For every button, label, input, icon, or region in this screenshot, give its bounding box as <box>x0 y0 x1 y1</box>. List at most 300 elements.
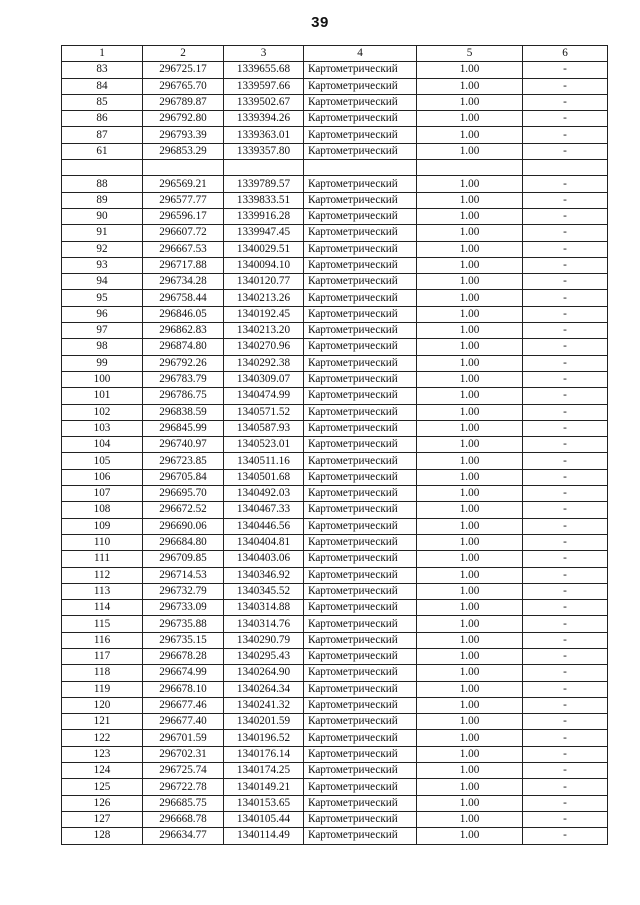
y-coordinate-cell: 1340446.56 <box>224 518 304 534</box>
note-cell: - <box>523 94 608 110</box>
y-coordinate-cell: 1340571.52 <box>224 404 304 420</box>
accuracy-cell: 1.00 <box>417 143 523 159</box>
point-number-cell: 86 <box>62 111 143 127</box>
table-row <box>62 600 608 616</box>
point-number-cell: 98 <box>62 339 143 355</box>
accuracy-cell: 1.00 <box>417 111 523 127</box>
point-number-cell: 101 <box>62 388 143 404</box>
method-cell: Картометрический <box>304 241 417 257</box>
note-cell: - <box>523 665 608 681</box>
accuracy-cell: 1.00 <box>417 551 523 567</box>
accuracy-cell: 1.00 <box>417 420 523 436</box>
table-row <box>62 486 608 502</box>
y-coordinate-cell: 1340314.88 <box>224 600 304 616</box>
table-row <box>62 241 608 257</box>
y-coordinate-cell: 1340094.10 <box>224 257 304 273</box>
method-cell: Картометрический <box>304 811 417 827</box>
x-coordinate-cell: 296668.78 <box>143 811 224 827</box>
accuracy-cell: 1.00 <box>417 323 523 339</box>
point-number-cell: 61 <box>62 143 143 159</box>
y-coordinate-cell: 1339394.26 <box>224 111 304 127</box>
note-cell: - <box>523 763 608 779</box>
x-coordinate-cell: 296735.15 <box>143 632 224 648</box>
y-coordinate-cell: 1340192.45 <box>224 306 304 322</box>
method-cell: Картометрический <box>304 290 417 306</box>
x-coordinate-cell: 296733.09 <box>143 600 224 616</box>
method-cell: Картометрический <box>304 828 417 844</box>
point-number-cell: 106 <box>62 469 143 485</box>
method-cell: Картометрический <box>304 388 417 404</box>
note-cell: - <box>523 811 608 827</box>
x-coordinate-cell: 296577.77 <box>143 192 224 208</box>
method-cell: Картометрический <box>304 306 417 322</box>
method-cell: Картометрический <box>304 323 417 339</box>
accuracy-cell: 1.00 <box>417 78 523 94</box>
point-number-cell: 119 <box>62 681 143 697</box>
table-row <box>62 290 608 306</box>
note-cell: - <box>523 583 608 599</box>
table-row <box>62 502 608 518</box>
x-coordinate-cell: 296667.53 <box>143 241 224 257</box>
x-coordinate-cell: 296678.28 <box>143 648 224 664</box>
accuracy-cell: 1.00 <box>417 583 523 599</box>
note-cell: - <box>523 518 608 534</box>
point-number-cell: 85 <box>62 94 143 110</box>
point-number-cell: 120 <box>62 697 143 713</box>
accuracy-cell: 1.00 <box>417 453 523 469</box>
method-cell: Картометрический <box>304 176 417 192</box>
x-coordinate-cell: 296722.78 <box>143 779 224 795</box>
accuracy-cell: 1.00 <box>417 94 523 110</box>
x-coordinate-cell: 296690.06 <box>143 518 224 534</box>
note-cell: - <box>523 681 608 697</box>
method-cell: Картометрический <box>304 257 417 273</box>
note-cell: - <box>523 339 608 355</box>
method-cell: Картометрический <box>304 274 417 290</box>
y-coordinate-cell: 1339916.28 <box>224 208 304 224</box>
note-cell: - <box>523 437 608 453</box>
method-cell: Картометрический <box>304 714 417 730</box>
accuracy-cell <box>417 160 523 176</box>
table-row <box>62 730 608 746</box>
accuracy-cell: 1.00 <box>417 371 523 387</box>
accuracy-cell: 1.00 <box>417 518 523 534</box>
x-coordinate-cell: 296735.88 <box>143 616 224 632</box>
note-cell: - <box>523 746 608 762</box>
point-number-cell: 113 <box>62 583 143 599</box>
accuracy-cell: 1.00 <box>417 176 523 192</box>
point-number-cell: 91 <box>62 225 143 241</box>
x-coordinate-cell: 296569.21 <box>143 176 224 192</box>
note-cell <box>523 160 608 176</box>
y-coordinate-cell: 1340404.81 <box>224 534 304 550</box>
x-coordinate-cell: 296695.70 <box>143 486 224 502</box>
y-coordinate-cell: 1340029.51 <box>224 241 304 257</box>
point-number-cell: 117 <box>62 648 143 664</box>
method-cell: Картометрический <box>304 225 417 241</box>
page-number: 39 <box>311 14 329 31</box>
table-row <box>62 453 608 469</box>
y-coordinate-cell: 1340314.76 <box>224 616 304 632</box>
point-number-cell: 100 <box>62 371 143 387</box>
table-row <box>62 339 608 355</box>
accuracy-cell: 1.00 <box>417 388 523 404</box>
table-row <box>62 714 608 730</box>
column-header: 5 <box>417 46 523 62</box>
method-cell: Картометрический <box>304 502 417 518</box>
point-number-cell: 112 <box>62 567 143 583</box>
y-coordinate-cell: 1339789.57 <box>224 176 304 192</box>
point-number-cell: 92 <box>62 241 143 257</box>
y-coordinate-cell: 1339502.67 <box>224 94 304 110</box>
method-cell: Картометрический <box>304 404 417 420</box>
accuracy-cell: 1.00 <box>417 567 523 583</box>
note-cell: - <box>523 306 608 322</box>
x-coordinate-cell: 296714.53 <box>143 567 224 583</box>
x-coordinate-cell: 296853.29 <box>143 143 224 159</box>
point-number-cell: 99 <box>62 355 143 371</box>
y-coordinate-cell: 1340264.90 <box>224 665 304 681</box>
accuracy-cell: 1.00 <box>417 600 523 616</box>
table-row <box>62 534 608 550</box>
accuracy-cell: 1.00 <box>417 811 523 827</box>
x-coordinate-cell: 296845.99 <box>143 420 224 436</box>
y-coordinate-cell: 1340213.26 <box>224 290 304 306</box>
note-cell: - <box>523 828 608 844</box>
point-number-cell: 93 <box>62 257 143 273</box>
table-body <box>62 62 608 844</box>
method-cell: Картометрический <box>304 616 417 632</box>
table-row <box>62 257 608 273</box>
table-row <box>62 225 608 241</box>
accuracy-cell: 1.00 <box>417 763 523 779</box>
table-row <box>62 469 608 485</box>
method-cell: Картометрический <box>304 551 417 567</box>
column-header: 2 <box>143 46 224 62</box>
column-header: 3 <box>224 46 304 62</box>
note-cell: - <box>523 795 608 811</box>
y-coordinate-cell: 1340587.93 <box>224 420 304 436</box>
x-coordinate-cell: 296874.80 <box>143 339 224 355</box>
y-coordinate-cell: 1340345.52 <box>224 583 304 599</box>
table-row <box>62 371 608 387</box>
note-cell: - <box>523 143 608 159</box>
point-number-cell: 97 <box>62 323 143 339</box>
x-coordinate-cell: 296607.72 <box>143 225 224 241</box>
x-coordinate-cell: 296723.85 <box>143 453 224 469</box>
point-number-cell: 115 <box>62 616 143 632</box>
y-coordinate-cell: 1340105.44 <box>224 811 304 827</box>
x-coordinate-cell: 296709.85 <box>143 551 224 567</box>
table-row <box>62 763 608 779</box>
method-cell: Картометрический <box>304 437 417 453</box>
method-cell: Картометрический <box>304 665 417 681</box>
table-row <box>62 779 608 795</box>
y-coordinate-cell: 1340213.20 <box>224 323 304 339</box>
table-row <box>62 567 608 583</box>
method-cell: Картометрический <box>304 681 417 697</box>
note-cell: - <box>523 62 608 78</box>
note-cell: - <box>523 779 608 795</box>
x-coordinate-cell: 296684.80 <box>143 534 224 550</box>
point-number-cell: 125 <box>62 779 143 795</box>
x-coordinate-cell: 296678.10 <box>143 681 224 697</box>
table-row <box>62 78 608 94</box>
y-coordinate-cell: 1340153.65 <box>224 795 304 811</box>
note-cell: - <box>523 388 608 404</box>
table-row <box>62 192 608 208</box>
y-coordinate-cell: 1340295.43 <box>224 648 304 664</box>
point-number-cell: 108 <box>62 502 143 518</box>
note-cell: - <box>523 127 608 143</box>
coordinates-table <box>61 45 608 845</box>
point-number-cell: 83 <box>62 62 143 78</box>
method-cell: Картометрический <box>304 355 417 371</box>
table-row <box>62 160 608 176</box>
table-row <box>62 551 608 567</box>
accuracy-cell: 1.00 <box>417 274 523 290</box>
y-coordinate-cell: 1340309.07 <box>224 371 304 387</box>
y-coordinate-cell: 1340120.77 <box>224 274 304 290</box>
accuracy-cell: 1.00 <box>417 665 523 681</box>
method-cell <box>304 160 417 176</box>
point-number-cell: 116 <box>62 632 143 648</box>
note-cell: - <box>523 600 608 616</box>
note-cell: - <box>523 192 608 208</box>
column-header: 4 <box>304 46 417 62</box>
column-header: 1 <box>62 46 143 62</box>
x-coordinate-cell: 296758.44 <box>143 290 224 306</box>
table-row <box>62 746 608 762</box>
x-coordinate-cell: 296717.88 <box>143 257 224 273</box>
note-cell: - <box>523 78 608 94</box>
accuracy-cell: 1.00 <box>417 779 523 795</box>
y-coordinate-cell: 1340492.03 <box>224 486 304 502</box>
point-number-cell: 90 <box>62 208 143 224</box>
method-cell: Картометрический <box>304 746 417 762</box>
y-coordinate-cell: 1339597.66 <box>224 78 304 94</box>
accuracy-cell: 1.00 <box>417 697 523 713</box>
table-header-row <box>62 46 608 62</box>
note-cell: - <box>523 257 608 273</box>
table-row <box>62 437 608 453</box>
accuracy-cell: 1.00 <box>417 62 523 78</box>
x-coordinate-cell: 296672.52 <box>143 502 224 518</box>
accuracy-cell: 1.00 <box>417 616 523 632</box>
point-number-cell: 127 <box>62 811 143 827</box>
point-number-cell <box>62 160 143 176</box>
method-cell: Картометрический <box>304 371 417 387</box>
accuracy-cell: 1.00 <box>417 208 523 224</box>
table-row <box>62 208 608 224</box>
method-cell: Картометрический <box>304 600 417 616</box>
y-coordinate-cell: 1340149.21 <box>224 779 304 795</box>
x-coordinate-cell: 296789.87 <box>143 94 224 110</box>
accuracy-cell: 1.00 <box>417 730 523 746</box>
point-number-cell: 121 <box>62 714 143 730</box>
point-number-cell: 88 <box>62 176 143 192</box>
table-row <box>62 420 608 436</box>
y-coordinate-cell: 1340241.32 <box>224 697 304 713</box>
point-number-cell: 114 <box>62 600 143 616</box>
x-coordinate-cell: 296846.05 <box>143 306 224 322</box>
accuracy-cell: 1.00 <box>417 534 523 550</box>
method-cell: Картометрический <box>304 62 417 78</box>
table-row <box>62 94 608 110</box>
x-coordinate-cell: 296838.59 <box>143 404 224 420</box>
y-coordinate-cell: 1340467.33 <box>224 502 304 518</box>
x-coordinate-cell: 296740.97 <box>143 437 224 453</box>
x-coordinate-cell: 296786.75 <box>143 388 224 404</box>
method-cell: Картометрический <box>304 763 417 779</box>
point-number-cell: 109 <box>62 518 143 534</box>
accuracy-cell: 1.00 <box>417 469 523 485</box>
accuracy-cell: 1.00 <box>417 486 523 502</box>
point-number-cell: 111 <box>62 551 143 567</box>
note-cell: - <box>523 355 608 371</box>
table-row <box>62 306 608 322</box>
point-number-cell: 95 <box>62 290 143 306</box>
x-coordinate-cell: 296734.28 <box>143 274 224 290</box>
x-coordinate-cell: 296725.74 <box>143 763 224 779</box>
table-row <box>62 274 608 290</box>
point-number-cell: 122 <box>62 730 143 746</box>
note-cell: - <box>523 208 608 224</box>
table-row <box>62 632 608 648</box>
y-coordinate-cell: 1340176.14 <box>224 746 304 762</box>
y-coordinate-cell: 1339947.45 <box>224 225 304 241</box>
y-coordinate-cell: 1340511.16 <box>224 453 304 469</box>
method-cell: Картометрический <box>304 534 417 550</box>
note-cell: - <box>523 404 608 420</box>
note-cell: - <box>523 176 608 192</box>
table-row <box>62 681 608 697</box>
y-coordinate-cell: 1340292.38 <box>224 355 304 371</box>
y-coordinate-cell: 1339833.51 <box>224 192 304 208</box>
note-cell: - <box>523 730 608 746</box>
accuracy-cell: 1.00 <box>417 306 523 322</box>
table-row <box>62 127 608 143</box>
point-number-cell: 104 <box>62 437 143 453</box>
x-coordinate-cell: 296732.79 <box>143 583 224 599</box>
accuracy-cell: 1.00 <box>417 241 523 257</box>
table-row <box>62 518 608 534</box>
table-row <box>62 665 608 681</box>
y-coordinate-cell: 1340403.06 <box>224 551 304 567</box>
y-coordinate-cell: 1339363.01 <box>224 127 304 143</box>
x-coordinate-cell: 296674.99 <box>143 665 224 681</box>
x-coordinate-cell: 296783.79 <box>143 371 224 387</box>
method-cell: Картометрический <box>304 567 417 583</box>
point-number-cell: 94 <box>62 274 143 290</box>
accuracy-cell: 1.00 <box>417 257 523 273</box>
method-cell: Картометрический <box>304 730 417 746</box>
table-row <box>62 404 608 420</box>
method-cell: Картометрический <box>304 339 417 355</box>
x-coordinate-cell: 296705.84 <box>143 469 224 485</box>
accuracy-cell: 1.00 <box>417 648 523 664</box>
note-cell: - <box>523 469 608 485</box>
table-row <box>62 811 608 827</box>
table-row <box>62 388 608 404</box>
note-cell: - <box>523 274 608 290</box>
accuracy-cell: 1.00 <box>417 437 523 453</box>
x-coordinate-cell: 296862.83 <box>143 323 224 339</box>
point-number-cell: 110 <box>62 534 143 550</box>
table-row <box>62 648 608 664</box>
point-number-cell: 84 <box>62 78 143 94</box>
y-coordinate-cell: 1340523.01 <box>224 437 304 453</box>
table-row <box>62 62 608 78</box>
note-cell: - <box>523 241 608 257</box>
y-coordinate-cell: 1340114.49 <box>224 828 304 844</box>
note-cell: - <box>523 648 608 664</box>
x-coordinate-cell: 296701.59 <box>143 730 224 746</box>
y-coordinate-cell: 1340290.79 <box>224 632 304 648</box>
method-cell: Картометрический <box>304 420 417 436</box>
accuracy-cell: 1.00 <box>417 290 523 306</box>
method-cell: Картометрический <box>304 111 417 127</box>
note-cell: - <box>523 453 608 469</box>
point-number-cell: 102 <box>62 404 143 420</box>
method-cell: Картометрический <box>304 697 417 713</box>
method-cell: Картометрический <box>304 143 417 159</box>
accuracy-cell: 1.00 <box>417 339 523 355</box>
y-coordinate-cell: 1340474.99 <box>224 388 304 404</box>
table-row <box>62 143 608 159</box>
point-number-cell: 118 <box>62 665 143 681</box>
accuracy-cell: 1.00 <box>417 502 523 518</box>
x-coordinate-cell: 296685.75 <box>143 795 224 811</box>
point-number-cell: 89 <box>62 192 143 208</box>
note-cell: - <box>523 567 608 583</box>
accuracy-cell: 1.00 <box>417 225 523 241</box>
method-cell: Картометрический <box>304 632 417 648</box>
y-coordinate-cell: 1340201.59 <box>224 714 304 730</box>
x-coordinate-cell: 296634.77 <box>143 828 224 844</box>
point-number-cell: 105 <box>62 453 143 469</box>
point-number-cell: 124 <box>62 763 143 779</box>
method-cell: Картометрический <box>304 779 417 795</box>
y-coordinate-cell: 1340174.25 <box>224 763 304 779</box>
x-coordinate-cell: 296765.70 <box>143 78 224 94</box>
y-coordinate-cell: 1339357.80 <box>224 143 304 159</box>
method-cell: Картометрический <box>304 486 417 502</box>
accuracy-cell: 1.00 <box>417 828 523 844</box>
table-row <box>62 323 608 339</box>
note-cell: - <box>523 290 608 306</box>
point-number-cell: 96 <box>62 306 143 322</box>
method-cell: Картометрический <box>304 208 417 224</box>
note-cell: - <box>523 632 608 648</box>
table-row <box>62 111 608 127</box>
table-row <box>62 616 608 632</box>
column-header: 6 <box>523 46 608 62</box>
method-cell: Картометрический <box>304 453 417 469</box>
accuracy-cell: 1.00 <box>417 795 523 811</box>
y-coordinate-cell: 1340196.52 <box>224 730 304 746</box>
table-row <box>62 355 608 371</box>
point-number-cell: 103 <box>62 420 143 436</box>
method-cell: Картометрический <box>304 192 417 208</box>
method-cell: Картометрический <box>304 795 417 811</box>
table-row <box>62 795 608 811</box>
note-cell: - <box>523 420 608 436</box>
x-coordinate-cell: 296725.17 <box>143 62 224 78</box>
x-coordinate-cell: 296702.31 <box>143 746 224 762</box>
method-cell: Картометрический <box>304 78 417 94</box>
x-coordinate-cell: 296792.80 <box>143 111 224 127</box>
